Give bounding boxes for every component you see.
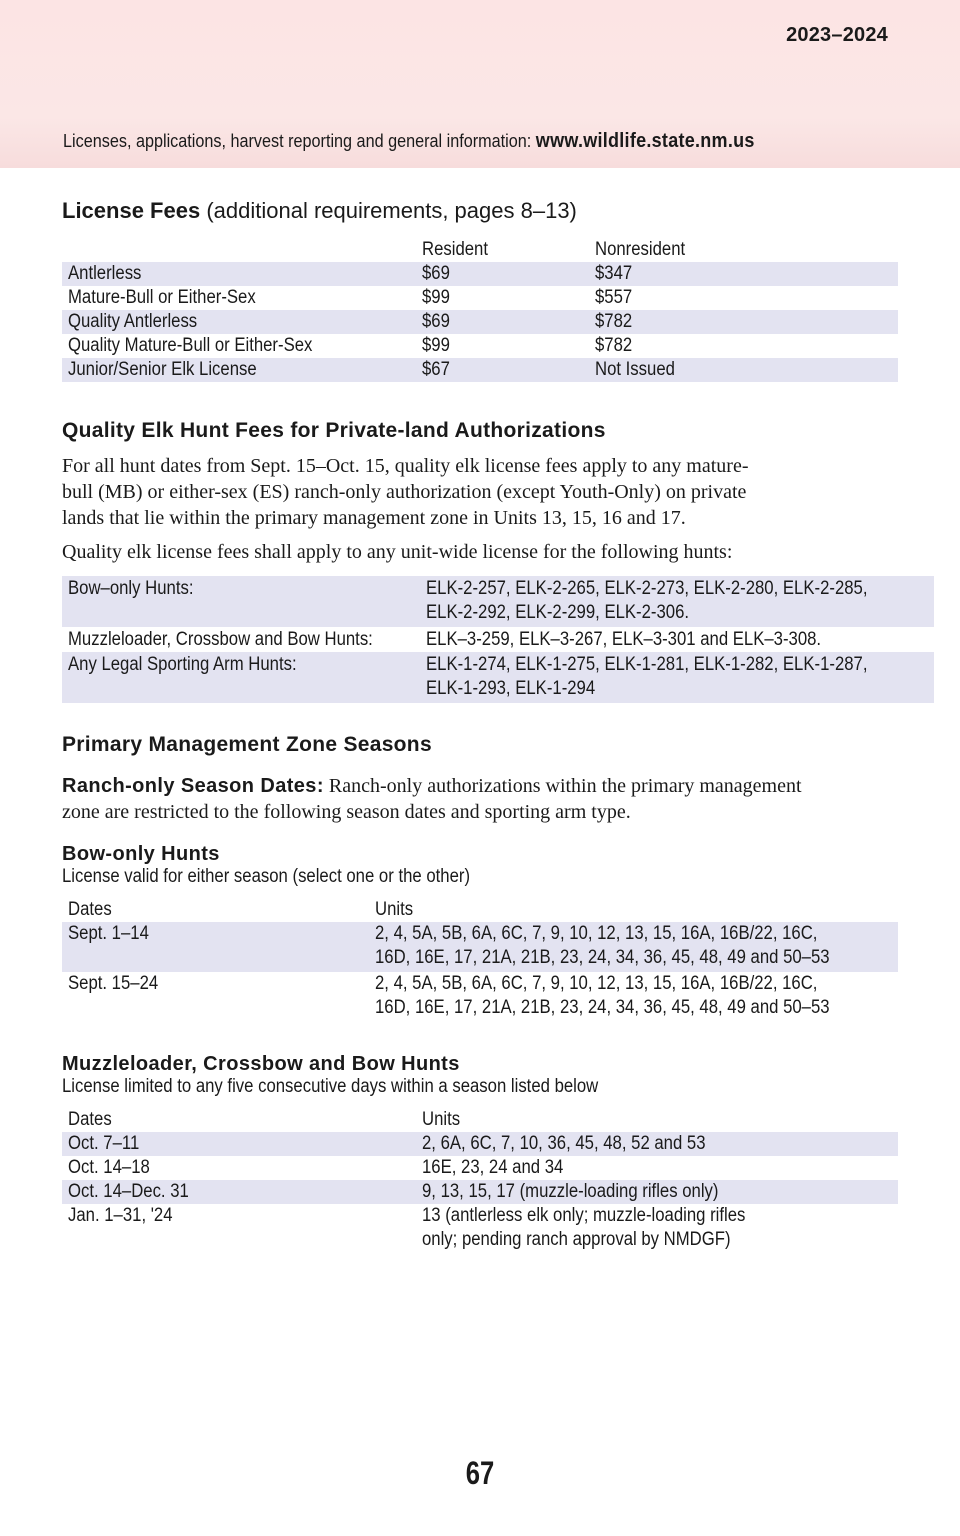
season-dates: Oct. 14–Dec. 31 [68,1181,189,1202]
paragraph-line: lands that lie within the primary management zone in Units 13, 15, 16 and 17. [62,507,686,529]
license-type: Mature-Bull or Either-Sex [68,287,256,308]
hunt-codes: ELK–3-259, ELK–3-267, ELK–3-301 and ELK–3-308. [426,629,822,650]
resident-fee: $99 [422,335,450,356]
license-type: Quality Mature-Bull or Either-Sex [68,335,313,356]
column-header-nonresident: Nonresident [595,239,686,260]
pmz-heading: Primary Management Zone Seasons [62,733,432,756]
season-units: only; pending ranch approval by NMDGF) [422,1229,731,1250]
quality-elk-heading: Quality Elk Hunt Fees for Private-land Authorizations [62,419,606,442]
season-year: 2023–2024 [786,24,888,46]
quality-elk-section [62,419,898,703]
quality-elk-paragraph [62,453,898,531]
season-dates: Oct. 14–18 [68,1157,150,1178]
website-link[interactable]: www.wildlife.state.nm.us [535,130,755,152]
resident-fee: $69 [422,311,450,332]
season-dates: Sept. 15–24 [68,973,159,994]
license-type: Antlerless [68,263,142,284]
column-header-units: Units [422,1109,461,1130]
mcb-note: License limited to any five consecutive days within a season listed below [62,1076,599,1097]
quality-hunts-table [62,576,934,703]
nonresident-fee: $557 [595,287,633,308]
season-units: 13 (antlerless elk only; muzzle-loading rifles [422,1205,746,1226]
paragraph-line: Ranch-only authorizations within the primary management [328,775,802,797]
table-row [62,334,898,358]
license-fees-section [62,198,898,382]
table-header-row [62,238,898,262]
season-dates: Sept. 1–14 [68,923,149,944]
paragraph-line: bull (MB) or either-sex (ES) ranch-only authorization (except Youth-Only) on private [62,481,747,503]
season-units: 16D, 16E, 17, 21A, 21B, 23, 24, 34, 36, 45, 48, 49 and 50–53 [375,997,831,1018]
table-row [62,972,898,1020]
page-header [0,0,960,168]
table-row [62,627,934,652]
mcb-heading: Muzzleloader, Crossbow and Bow Hunts [62,1053,460,1075]
bow-only-heading: Bow-only Hunts [62,843,220,865]
table-header-row [62,1108,898,1132]
table-row [62,1204,898,1252]
license-type: Quality Antlerless [68,311,198,332]
license-fees-table [62,238,898,382]
resident-fee: $99 [422,287,450,308]
season-units: 2, 4, 5A, 5B, 6A, 6C, 7, 9, 10, 12, 13, 15, 16A, 16B/22, 16C, [375,923,818,944]
license-type: Junior/Senior Elk License [68,359,257,380]
season-units: 2, 6A, 6C, 7, 10, 36, 45, 48, 52 and 53 [422,1133,706,1154]
quality-elk-applies-text: Quality elk license fees shall apply to any unit-wide license for the following hunts: [62,541,733,563]
license-fees-title: License Fees [62,198,201,223]
table-row [62,286,898,310]
paragraph-line: For all hunt dates from Sept. 15–Oct. 15, quality elk license fees apply to any mature- [62,455,749,477]
column-header-dates: Dates [68,1109,112,1130]
header-info-line [63,130,755,153]
nonresident-fee: $782 [595,311,633,332]
hunt-type: Bow–only Hunts: [68,578,194,599]
hunt-codes: ELK-2-292, ELK-2-299, ELK-2-306. [426,602,690,623]
header-info-text: Licenses, applications, harvest reporting and general information: [63,131,532,151]
paragraph-line: zone are restricted to the following season dates and sporting arm type. [62,801,631,823]
bow-only-note: License valid for either season (select one or the other) [62,866,471,887]
license-fees-subtitle: (additional requirements, pages 8–13) [206,198,577,223]
ranch-only-paragraph [62,773,898,825]
table-header-row [62,898,898,922]
page-number: 67 [465,1455,495,1491]
table-row [62,652,934,703]
mcb-section [62,1053,898,1252]
table-row [62,310,898,334]
table-row [62,262,898,286]
table-row [62,1180,898,1204]
bow-only-table [62,898,898,1020]
resident-fee: $67 [422,359,450,380]
season-units: 16D, 16E, 17, 21A, 21B, 23, 24, 34, 36, 45, 48, 49 and 50–53 [375,947,831,968]
resident-fee: $69 [422,263,450,284]
season-dates: Oct. 7–11 [68,1133,140,1154]
hunt-codes: ELK-2-257, ELK-2-265, ELK-2-273, ELK-2-280, ELK-2-285, [426,578,868,599]
column-header-resident: Resident [422,239,488,260]
season-units: 9, 13, 15, 17 (muzzle-loading rifles only) [422,1181,719,1202]
season-units: 2, 4, 5A, 5B, 6A, 6C, 7, 9, 10, 12, 13, 15, 16A, 16B/22, 16C, [375,973,818,994]
table-row [62,1132,898,1156]
column-header-units: Units [375,899,414,920]
column-header-dates: Dates [68,899,112,920]
ranch-only-label: Ranch-only Season Dates: [62,775,324,797]
table-row [62,922,898,972]
hunt-type: Any Legal Sporting Arm Hunts: [68,654,297,675]
nonresident-fee: $782 [595,335,633,356]
table-row [62,576,934,627]
season-units: 16E, 23, 24 and 34 [422,1157,564,1178]
table-row [62,358,898,382]
hunt-type: Muzzleloader, Crossbow and Bow Hunts: [68,629,373,650]
nonresident-fee: Not Issued [595,359,675,380]
hunt-codes: ELK-1-274, ELK-1-275, ELK-1-281, ELK-1-282, ELK-1-287, [426,654,868,675]
pmz-section [62,733,898,825]
nonresident-fee: $347 [595,263,633,284]
hunt-codes: ELK-1-293, ELK-1-294 [426,678,596,699]
table-row [62,1156,898,1180]
mcb-table [62,1108,898,1252]
bow-only-section [62,843,898,1020]
season-dates: Jan. 1–31, '24 [68,1205,173,1226]
license-fees-heading [62,198,898,224]
